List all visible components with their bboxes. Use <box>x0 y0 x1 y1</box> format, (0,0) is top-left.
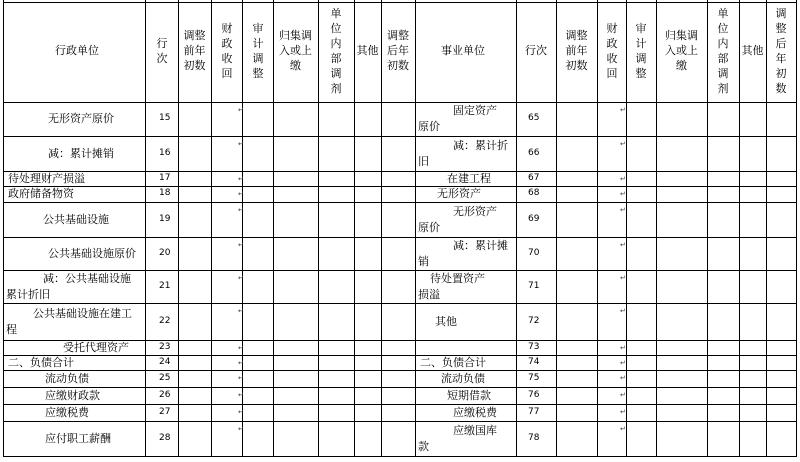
header-post-adjust-left: 调整 <box>387 29 409 42</box>
header-post-adjust-right: 整 <box>775 22 787 35</box>
grid-hline <box>3 387 797 388</box>
grid-hline <box>3 370 797 371</box>
left-row-seq: 20 <box>159 248 171 258</box>
paragraph-mark: ↵ <box>620 359 626 367</box>
header-post-adjust-left: 后年 <box>387 44 409 57</box>
right-row-label: 损溢 <box>418 288 440 301</box>
paragraph-mark: ↵ <box>238 241 244 249</box>
right-row-label: 减：累计折 <box>453 139 508 152</box>
header-audit-adjust-right: 计 <box>635 37 647 50</box>
right-row-label: 固定资产 <box>453 104 497 117</box>
left-row-label: 减：累计摊销 <box>48 147 114 160</box>
header-internal-transfer-right: 位 <box>717 22 729 35</box>
paragraph-mark: ↵ <box>620 274 626 282</box>
paragraph-mark: ↵ <box>238 140 244 148</box>
right-row-seq: 70 <box>528 248 540 258</box>
left-row-seq: 21 <box>159 281 171 291</box>
right-row-label: 应缴国库 <box>453 424 497 437</box>
right-row-seq: 65 <box>528 113 540 123</box>
left-row-seq: 15 <box>159 113 171 123</box>
header-post-adjust-right: 初 <box>775 67 787 80</box>
grid-hline <box>3 102 797 103</box>
paragraph-mark: ↵ <box>238 175 244 183</box>
left-row-label: 公共基础设施 <box>43 213 109 226</box>
header-internal-transfer-left: 调 <box>330 67 342 80</box>
grid-hline <box>3 136 797 137</box>
right-row-seq: 68 <box>528 188 540 198</box>
left-row-seq: 19 <box>159 214 171 224</box>
header-finance-recover-right: 收 <box>606 52 618 65</box>
header-audit-adjust-right: 审 <box>635 22 647 35</box>
right-row-label: 应缴税费 <box>453 406 497 419</box>
header-finance-recover-left: 政 <box>221 37 233 50</box>
grid-hline <box>3 303 797 304</box>
paragraph-mark: ↵ <box>238 190 244 198</box>
paragraph-mark: ↵ <box>238 374 244 382</box>
right-row-seq: 76 <box>528 390 540 400</box>
left-row-label: 累计折旧 <box>6 288 50 301</box>
header-post-adjust-right: 数 <box>775 82 787 95</box>
header-internal-transfer-right: 单 <box>717 7 729 20</box>
left-row-label: 减：公共基础设施 <box>43 272 131 285</box>
left-row-seq: 22 <box>159 316 171 326</box>
left-row-seq: 26 <box>159 390 171 400</box>
header-audit-adjust-left: 审 <box>252 22 264 35</box>
right-row-label: 无形资产 <box>453 205 497 218</box>
header-collect-adjust-left: 归集调 <box>279 29 312 42</box>
left-row-label: 程 <box>6 323 17 336</box>
header-seq-left: 行 <box>156 37 168 50</box>
header-internal-transfer-left: 部 <box>330 52 342 65</box>
paragraph-mark: ↵ <box>620 206 626 214</box>
header-other-left: 其他 <box>356 44 379 57</box>
left-row-seq: 27 <box>159 407 171 417</box>
left-row-label: 应付职工薪酬 <box>45 432 111 445</box>
paragraph-mark: ↵ <box>620 106 626 114</box>
left-row-label: 公共基础设施原价 <box>48 247 136 260</box>
header-collect-adjust-right: 入或上 <box>665 44 698 57</box>
header-pre-adjust-left: 初数 <box>183 59 206 72</box>
right-row-seq: 66 <box>528 148 540 158</box>
paragraph-mark: ↵ <box>238 391 244 399</box>
header-other-right: 其他 <box>741 44 764 57</box>
header-post-adjust-right: 后 <box>775 37 787 50</box>
right-row-label: 在建工程 <box>447 172 491 185</box>
header-admin-unit: 行政单位 <box>55 44 99 57</box>
header-collect-adjust-right: 缴 <box>676 59 687 72</box>
header-pre-adjust-right: 前年 <box>565 44 588 57</box>
paragraph-mark: ↵ <box>238 274 244 282</box>
paragraph-mark: ↵ <box>238 408 244 416</box>
paragraph-mark: ↵ <box>238 425 244 433</box>
paragraph-mark: ↵ <box>238 106 244 114</box>
paragraph-mark: ↵ <box>620 344 626 352</box>
header-internal-transfer-left: 单 <box>330 7 342 20</box>
header-internal-transfer-left: 内 <box>330 37 342 50</box>
right-row-label: 款 <box>418 440 429 453</box>
right-row-label: 原价 <box>418 120 440 133</box>
left-row-seq: 23 <box>159 342 171 352</box>
header-internal-transfer-right: 内 <box>717 37 729 50</box>
right-row-label: 减：累计摊 <box>453 239 508 252</box>
grid-hline <box>3 355 797 356</box>
left-row-seq: 28 <box>159 433 171 443</box>
paragraph-mark: ↵ <box>620 391 626 399</box>
header-seq-left: 次 <box>156 52 168 65</box>
header-post-adjust-right: 调 <box>775 7 787 20</box>
grid-top-line <box>3 2 797 3</box>
left-row-seq: 17 <box>159 173 171 183</box>
header-pre-adjust-left: 调整 <box>183 29 206 42</box>
left-row-seq: 24 <box>159 357 171 367</box>
header-audit-adjust-right: 调 <box>635 52 647 65</box>
header-internal-transfer-right: 剂 <box>717 82 729 95</box>
header-pre-adjust-left: 前年 <box>183 44 206 57</box>
grid-hline <box>3 456 797 457</box>
header-finance-recover-left: 收 <box>221 52 233 65</box>
right-row-seq: 75 <box>528 373 540 383</box>
right-row-seq: 69 <box>528 214 540 224</box>
left-row-label: 公共基础设施在建工 <box>33 307 132 320</box>
header-pre-adjust-right: 初数 <box>565 59 588 72</box>
header-internal-transfer-left: 位 <box>330 22 342 35</box>
header-finance-recover-right: 政 <box>606 37 618 50</box>
right-row-seq: 78 <box>528 433 540 443</box>
left-row-seq: 16 <box>159 148 171 158</box>
left-row-label: 受托代理资产 <box>63 341 129 354</box>
left-row-label: 应缴财政款 <box>45 389 100 402</box>
right-row-label: 其他 <box>435 315 457 328</box>
header-pre-adjust-right: 调整 <box>565 29 588 42</box>
left-row-label: 二、负债合计 <box>8 356 74 369</box>
header-public-unit: 事业单位 <box>441 44 485 57</box>
left-row-label: 政府储备物资 <box>8 187 74 200</box>
right-row-label: 原价 <box>418 221 440 234</box>
right-row-seq: 73 <box>528 342 540 352</box>
header-collect-adjust-right: 归集调 <box>665 29 698 42</box>
header-audit-adjust-left: 调 <box>252 52 264 65</box>
right-row-seq: 67 <box>528 173 540 183</box>
right-row-label: 短期借款 <box>447 389 491 402</box>
paragraph-mark: ↵ <box>620 408 626 416</box>
left-row-label: 待处理财产损溢 <box>8 172 85 185</box>
paragraph-mark: ↵ <box>620 374 626 382</box>
header-post-adjust-left: 初数 <box>387 59 409 72</box>
right-row-seq: 74 <box>528 357 540 367</box>
left-row-seq: 25 <box>159 373 171 383</box>
paragraph-mark: ↵ <box>238 307 244 315</box>
right-row-seq: 71 <box>528 281 540 291</box>
paragraph-mark: ↵ <box>238 359 244 367</box>
paragraph-mark: ↵ <box>620 307 626 315</box>
header-audit-adjust-right: 整 <box>635 67 647 80</box>
grid-hline <box>3 171 797 172</box>
left-row-seq: 18 <box>159 188 171 198</box>
paragraph-mark: ↵ <box>620 425 626 433</box>
header-seq-right: 行次 <box>525 44 547 57</box>
paragraph-mark: ↵ <box>620 241 626 249</box>
header-post-adjust-right: 年 <box>775 52 787 65</box>
paragraph-mark: ↵ <box>620 190 626 198</box>
right-row-seq: 77 <box>528 407 540 417</box>
right-row-label: 流动负债 <box>441 372 485 385</box>
header-internal-transfer-right: 部 <box>717 52 729 65</box>
header-collect-adjust-left: 入或上 <box>279 44 312 57</box>
grid-hline <box>3 186 797 187</box>
header-finance-recover-left: 财 <box>221 22 233 35</box>
header-finance-recover-left: 回 <box>221 67 233 80</box>
right-row-seq: 72 <box>528 316 540 326</box>
left-row-label: 应缴税费 <box>45 406 89 419</box>
header-audit-adjust-left: 计 <box>252 37 264 50</box>
header-audit-adjust-left: 整 <box>252 67 264 80</box>
grid-hline <box>3 421 797 422</box>
right-row-label: 旧 <box>418 155 429 168</box>
left-row-label: 无形资产原价 <box>48 112 114 125</box>
paragraph-mark: ↵ <box>238 206 244 214</box>
grid-hline <box>3 202 797 203</box>
header-collect-adjust-left: 缴 <box>290 59 301 72</box>
left-row-label: 流动负债 <box>45 372 89 385</box>
paragraph-mark: ↵ <box>238 344 244 352</box>
header-finance-recover-right: 财 <box>606 22 618 35</box>
header-internal-transfer-left: 剂 <box>330 82 342 95</box>
grid-hline <box>3 270 797 271</box>
header-internal-transfer-right: 调 <box>717 67 729 80</box>
grid-hline <box>3 404 797 405</box>
paragraph-mark: ↵ <box>620 175 626 183</box>
header-finance-recover-right: 回 <box>606 67 618 80</box>
right-row-label: 二、负债合计 <box>420 356 486 369</box>
right-row-label: 销 <box>418 255 429 268</box>
grid-hline <box>3 237 797 238</box>
right-row-label: 待处置资产 <box>430 272 485 285</box>
right-row-label: 无形资产 <box>437 187 481 200</box>
paragraph-mark: ↵ <box>620 140 626 148</box>
